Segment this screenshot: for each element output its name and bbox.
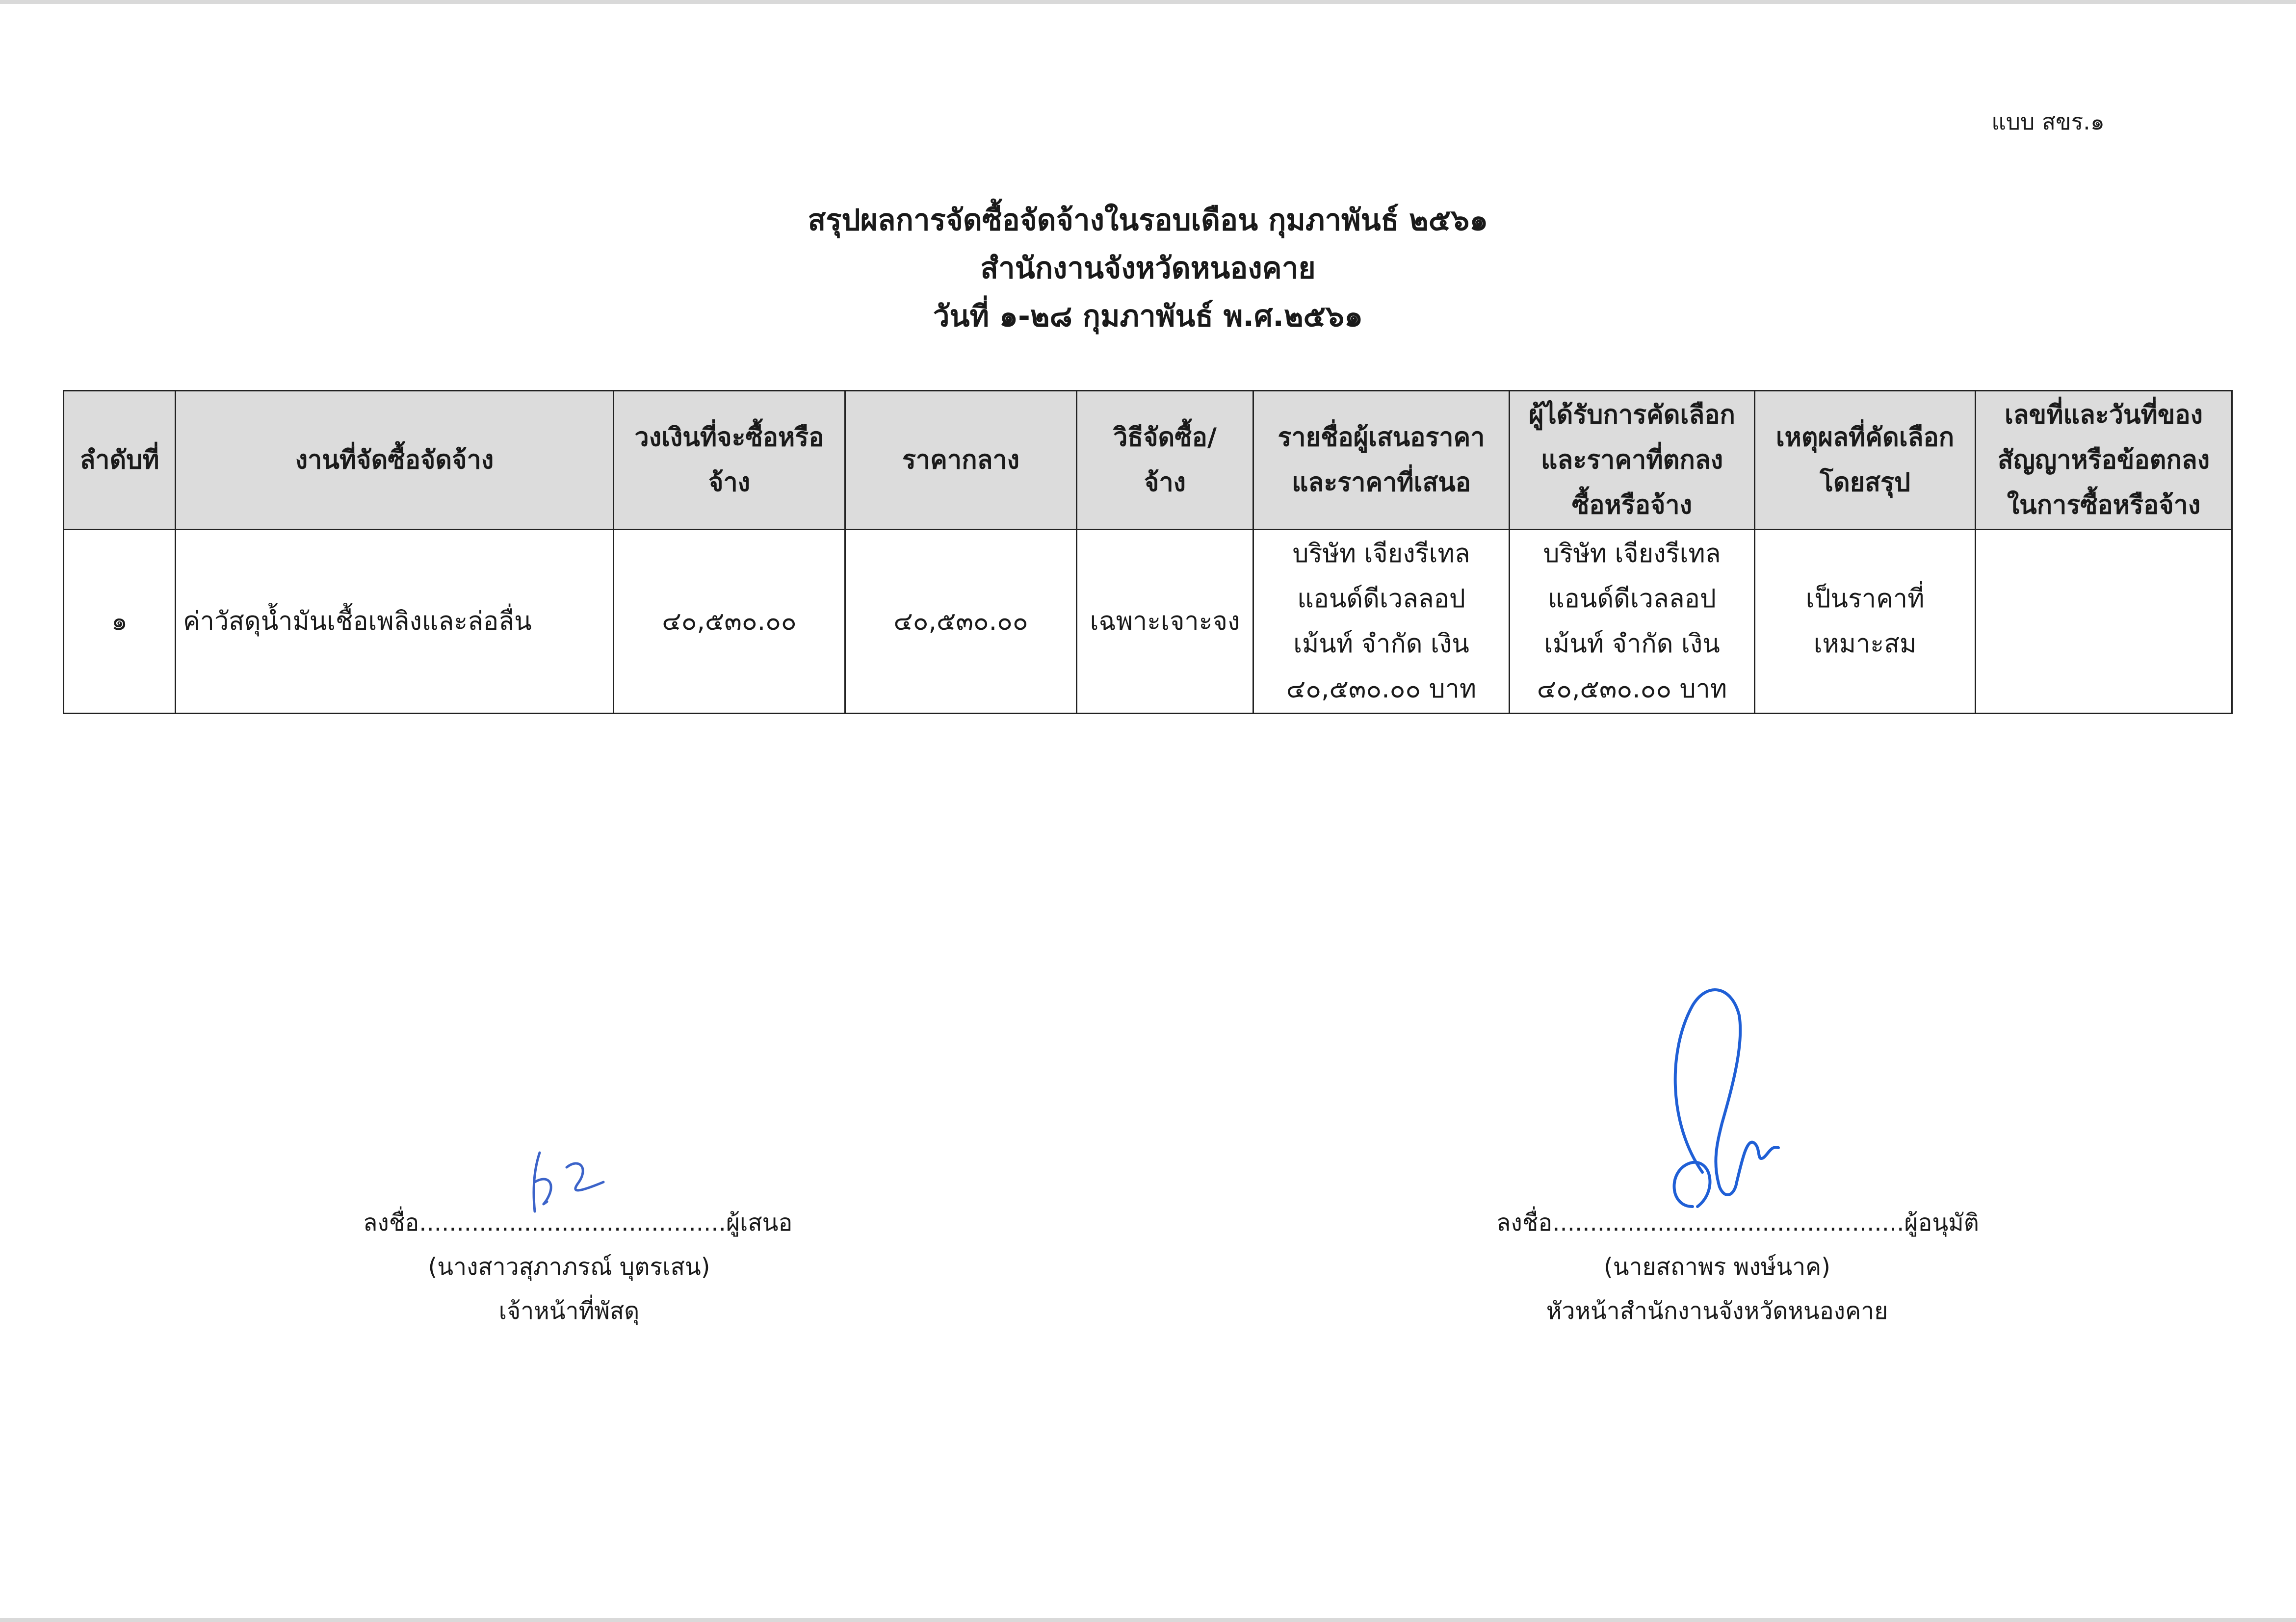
cell-budget: ๔๐,๕๓๐.๐๐ <box>614 530 845 714</box>
cell-contract <box>1976 530 2232 714</box>
procurement-summary-table <box>63 390 2233 714</box>
table-header-row <box>64 391 2232 530</box>
cell-item: ค่าวัสดุน้ำมันเชื้อเพลิงและล่อลื่น <box>176 530 614 714</box>
header-contract: เลขที่และวันที่ของ สัญญาหรือข้อตกลง ในการซื้อหรือจ้าง <box>1976 391 2232 530</box>
header-bidders: รายชื่อผู้เสนอราคา และราคาที่เสนอ <box>1253 391 1510 530</box>
page-top-edge <box>0 0 2296 4</box>
table-row <box>64 530 2232 714</box>
header-method: วิธีจัดซื้อ/ จ้าง <box>1077 391 1253 530</box>
cell-selected: บริษัท เจียงรีเทล แอนด์ดีเวลลอป เม้นท์ จำกัด เงิน ๔๐,๕๓๐.๐๐ บาท <box>1510 530 1755 714</box>
cell-reason: เป็นราคาที่ เหมาะสม <box>1755 530 1976 714</box>
header-item: งานที่จัดซื้อจัดจ้าง <box>176 391 614 530</box>
cell-bidders: บริษัท เจียงรีเทล แอนด์ดีเวลลอป เม้นท์ จำกัด เงิน ๔๐,๕๓๐.๐๐ บาท <box>1253 530 1510 714</box>
approver-position: หัวหน้าสำนักงานจังหวัดหนองคาย <box>1546 1297 1888 1325</box>
right-signature-mark <box>1639 976 1845 1231</box>
page-bottom-edge <box>0 1618 2296 1622</box>
cell-median-price: ๔๐,๕๓๐.๐๐ <box>845 530 1077 714</box>
header-reason: เหตุผลที่คัดเลือก โดยสรุป <box>1755 391 1976 530</box>
title-line-3: วันที่ ๑-๒๘ กุมภาพันธ์ พ.ศ.๒๕๖๑ <box>933 299 1363 334</box>
signature-block-proposer <box>363 1201 793 1333</box>
header-no: ลำดับที่ <box>64 391 176 530</box>
document-title <box>0 196 2296 340</box>
approver-name: (นายสถาพร พงษ์นาค) <box>1604 1253 1830 1281</box>
sign-line-approver: ลงชื่อ...............................................ผู้อนุมัติ <box>1496 1209 1979 1236</box>
header-selected: ผู้ได้รับการคัดเลือก และราคาที่ตกลง ซื้อหรือจ้าง <box>1510 391 1755 530</box>
header-median-price: ราคากลาง <box>845 391 1077 530</box>
sign-line-proposer: ลงชื่อ.........................................ผู้เสนอ <box>363 1209 793 1236</box>
header-budget: วงเงินที่จะซื้อหรือ จ้าง <box>614 391 845 530</box>
proposer-name: (นางสาวสุภาภรณ์ บุตรเสน) <box>428 1253 710 1281</box>
form-code: แบบ สขร.๑ <box>1991 108 2105 135</box>
title-line-1: สรุปผลการจัดซื้อจัดจ้างในรอบเดือน กุมภาพันธ์ ๒๕๖๑ <box>808 203 1488 237</box>
cell-method: เฉพาะเจาะจง <box>1077 530 1253 714</box>
proposer-position: เจ้าหน้าที่พัสดุ <box>498 1297 640 1325</box>
signature-block-approver <box>1496 1201 1979 1333</box>
cell-no: ๑ <box>64 530 176 714</box>
title-line-2: สำนักงานจังหวัดหนองคาย <box>980 251 1316 285</box>
